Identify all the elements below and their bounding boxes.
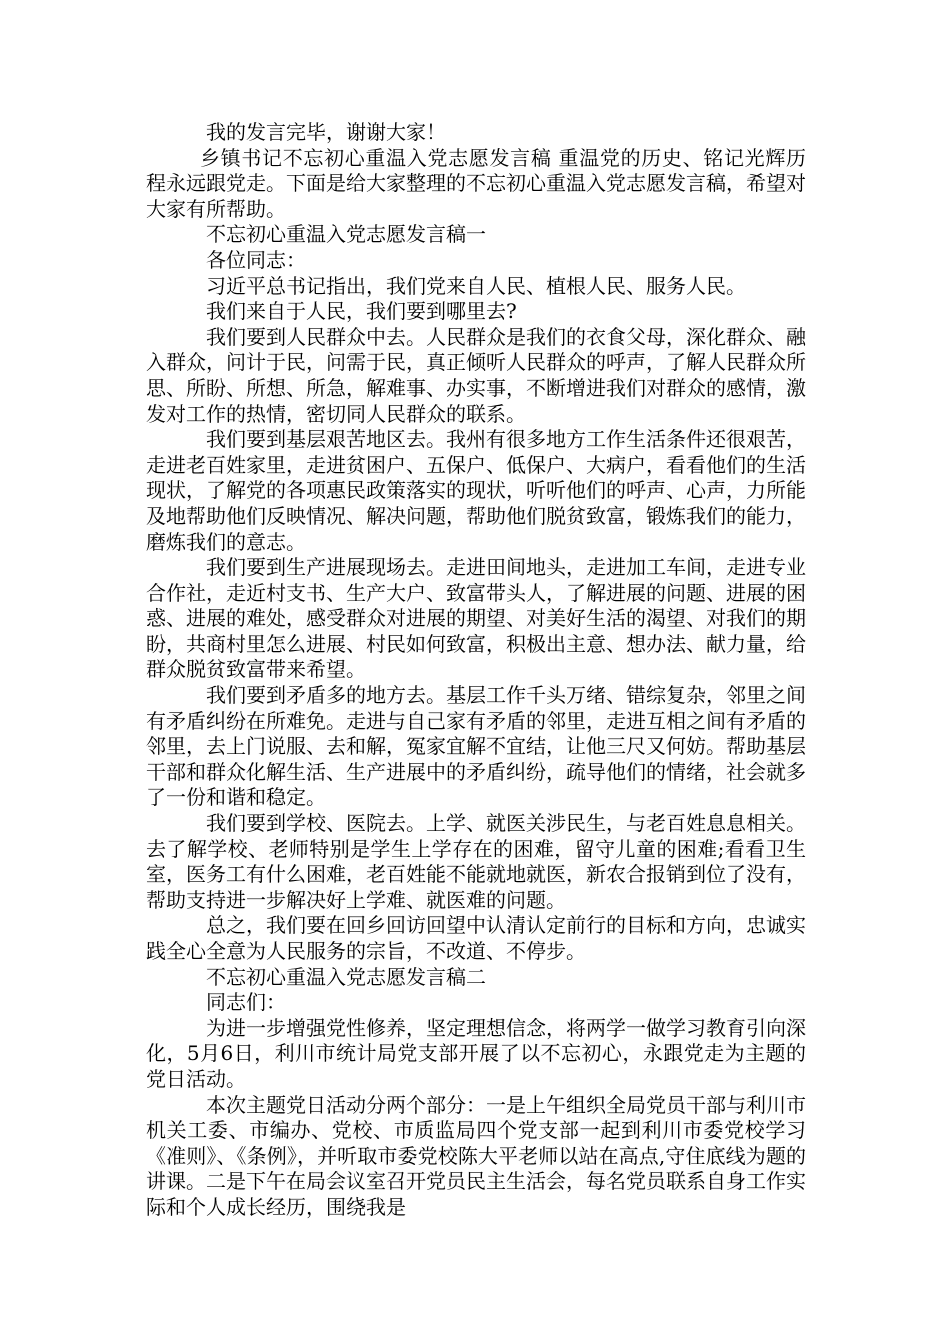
document-page bbox=[146, 120, 806, 1221]
paragraph-schools-hospitals: 我们要到学校、医院去。上学、就医关涉民生，与老百姓息息相关。去了解学校、老师特别是学生上学存在的困难，留守儿童的困难;看看卫生室，医务工有什么困难，老百姓能不能就地就医，新农合报销到位了没有，帮助支持进一步解决好上学难、就医难的问题。 bbox=[146, 811, 806, 912]
heading-speech-two: 不忘初心重温入党志愿发言稿二 bbox=[206, 964, 486, 989]
paragraph-question: 我们来自于人民，我们要到哪里去? bbox=[206, 299, 517, 324]
paragraph-activity: 为进一步增强党性修养，坚定理想信念，将两学一做学习教育引向深化，5月6日，利川市统计局党支部开展了以不忘初心，永跟党走为主题的党日活动。 bbox=[146, 1015, 806, 1091]
paragraph-intro: 乡镇书记不忘初心重温入党志愿发言稿 重温党的历史、铭记光辉历程永远跟党走。下面是给大家整理的不忘初心重温入党志愿发言稿，希望对大家有所帮助。 bbox=[146, 145, 806, 221]
paragraph-activity-parts: 本次主题党日活动分两个部分：一是上午组织全局党员干部与利川市机关工委、市编办、党校、市质监局四个党支部一起到利川市委党校学习《准则》、《条例》，并听取市委党校陈大平老师以站在高点,守住底线为题的讲课。二是下午在局会议室召开党员民主生活会，每名党员联系自身工作实际和个人成长经历，围绕我是 bbox=[146, 1092, 806, 1219]
salutation-two: 同志们： bbox=[206, 990, 286, 1015]
paragraph-masses: 我们要到人民群众中去。人民群众是我们的衣食父母，深化群众、融入群众，问计于民，问需于民，真正倾听人民群众的呼声，了解人民群众所思、所盼、所想、所急，解难事、办实事，不断增进我们对群众的感情，激发对工作的热情，密切同人民群众的联系。 bbox=[146, 324, 806, 426]
paragraph-conclusion: 总之，我们要在回乡回访回望中认清认定前行的目标和方向，忠诚实践全心全意为人民服务的宗旨，不改道、不停步。 bbox=[146, 913, 806, 963]
paragraph-quote: 习近平总书记指出，我们党来自人民、植根人民、服务人民。 bbox=[206, 273, 746, 298]
heading-speech-one: 不忘初心重温入党志愿发言稿一 bbox=[206, 222, 486, 247]
paragraph-grassroots: 我们要到基层艰苦地区去。我州有很多地方工作生活条件还很艰苦，走进老百姓家里，走进贫困户、五保户、低保户、大病户，看看他们的生活现状，了解党的各项惠民政策落实的现状，听听他们的呼声、心声，力所能及地帮助他们反映情况、解决问题，帮助他们脱贫致富，锻炼我们的能力，磨炼我们的意志。 bbox=[146, 427, 806, 554]
paragraph-production: 我们要到生产进展现场去。走进田间地头，走进加工车间，走进专业合作社，走近村支书、生产大户、致富带头人，了解进展的问题、进展的困惑、进展的难处，感受群众对进展的期望、对美好生活的渴望、对我们的期盼，共商村里怎么进展、村民如何致富，积极出主意、想办法、献力量，给群众脱贫致富带来希望。 bbox=[146, 555, 806, 682]
salutation-one: 各位同志： bbox=[206, 247, 306, 272]
paragraph-conflicts: 我们要到矛盾多的地方去。基层工作千头万绪、错综复杂，邻里之间有矛盾纠纷在所难免。走进与自己家有矛盾的邻里，走进互相之间有矛盾的邻里，去上门说服、去和解，冤家宜解不宜结，让他三尺又何妨。帮助基层干部和群众化解生活、生产进展中的矛盾纠纷，疏导他们的情绪，社会就多了一份和谐和稳定。 bbox=[146, 683, 806, 810]
paragraph-closing: 我的发言完毕，谢谢大家！ bbox=[206, 120, 446, 144]
